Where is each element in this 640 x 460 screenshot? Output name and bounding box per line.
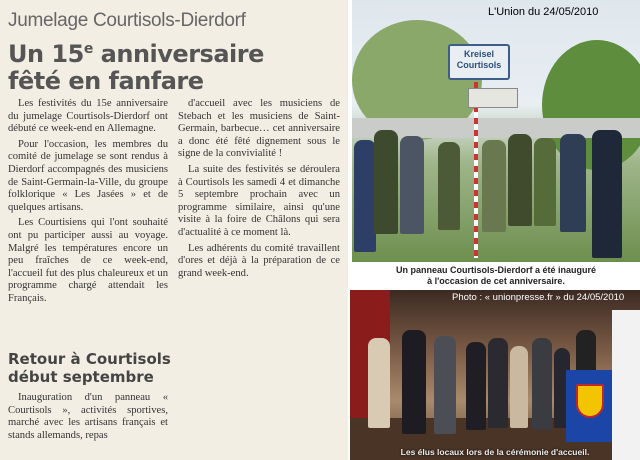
photo1-caption-line2: à l'occasion de cet anniversaire.	[427, 276, 565, 286]
article-subhead: Retour à Courtisols début septembre	[8, 350, 171, 386]
column1-paragraph: Les festivités du 15e anniversaire du jumelage Courtisols-Dierdorf ont débuté ce week-end en Allemagne.	[8, 98, 168, 135]
person-figure	[354, 140, 376, 252]
headline-part1: Un 15	[8, 40, 84, 68]
column2-paragraph: Les adhérents du comité travaillent d'ores et déjà à la préparation de ce grand week-end.	[178, 242, 340, 279]
person-figure	[488, 338, 508, 428]
secondary-sign	[468, 88, 518, 108]
column1-bottom-paragraph: Inauguration d'un panneau « Courtisols », activités sportives, marché avec les artisans français et stands allemands, repas	[8, 392, 168, 441]
article-column-2	[178, 98, 340, 283]
person-figure	[466, 342, 486, 430]
person-figure	[434, 336, 456, 434]
person-figure	[560, 134, 586, 232]
headline-line2: fêté en fanfare	[8, 67, 204, 95]
column2-paragraph: La suite des festivités se déroulera à Courtisols les samedi 4 et dimanche 5 septembre prochain avec un programme similaire, ainsi qu'une visite à la foire de Châlons qui sera d'actualité à ce moment là.	[178, 163, 340, 238]
sign-line1: Kreisel	[463, 49, 495, 59]
photo-welcome-ceremony	[350, 290, 640, 460]
sign-pole	[474, 82, 478, 258]
headline-part2: anniversaire	[92, 40, 264, 68]
person-figure	[400, 136, 424, 234]
sign-line2: Courtisols	[456, 60, 502, 70]
column1-paragraph: Pour l'occasion, les membres du comité de jumelage se sont rendus à Dierdorf accompagnés des musiciens de Saint-Germain-la-Ville, du groupe folklorique « Les Jasées » et de quelques artisans.	[8, 138, 168, 213]
photo1-credit: L'Union du 24/05/2010	[488, 6, 599, 18]
coat-of-arms-icon	[576, 384, 604, 418]
tree-shape	[542, 40, 640, 170]
person-figure	[510, 346, 528, 428]
photo2-caption: Les élus locaux lors de la cérémonie d'accueil.	[400, 447, 590, 457]
column1-paragraph: Les Courtisiens qui l'ont souhaité ont pu participer aussi au voyage. Malgré les températures encore un peu fraîches de ce week-end, l'accueil fut des plus chaleureux et un programme chargé attendait les Français.	[8, 217, 168, 304]
person-figure	[592, 130, 622, 258]
article-column-1	[8, 98, 168, 309]
person-figure	[508, 134, 532, 226]
photo2-credit: Photo : « unionpresse.fr » du 24/05/2010	[452, 292, 625, 303]
kreisel-courtisols-sign	[448, 44, 510, 80]
person-figure	[374, 130, 398, 234]
person-figure	[402, 330, 426, 434]
photo1-caption	[352, 265, 640, 287]
person-figure	[532, 338, 552, 430]
column2-paragraph: d'accueil avec les musiciens de Stebach et les musiciens de Saint-Germain, barbecue… cet anniversaire a donc été fêté dignement sous le signe de la convivialité !	[178, 98, 340, 160]
person-figure	[438, 142, 460, 230]
white-wall	[612, 310, 640, 460]
article-kicker: Jumelage Courtisols-Dierdorf	[8, 10, 246, 31]
person-figure	[482, 140, 506, 232]
article-headline	[8, 36, 264, 95]
person-figure	[368, 338, 390, 428]
headline-superscript: e	[83, 41, 93, 57]
photo1-caption-line1: Un panneau Courtisols-Dierdorf a été inauguré	[395, 265, 597, 275]
person-figure	[534, 138, 556, 226]
article-column-1-bottom	[8, 392, 168, 445]
